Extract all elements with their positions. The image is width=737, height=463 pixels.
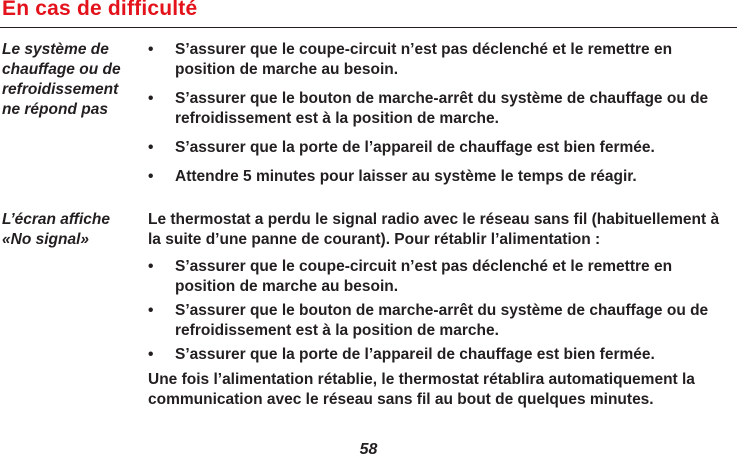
list-item: [148, 40, 736, 80]
bullet-text: S’assurer que le bouton de marche-arrêt du système de chauffage ou de refroidissement est à la position de marche.: [175, 302, 709, 339]
bullet-marker: •: [148, 346, 154, 363]
section-2-outro: Une fois l’alimentation rétablie, le thermostat rétablira automatiquement la communication avec le réseau sans fil au bout de quelques minutes.: [148, 371, 695, 408]
list-item: [148, 167, 736, 187]
bullet-text: S’assurer que le coupe-circuit n’est pas déclenché et le remettre en position de marche au besoin.: [175, 41, 673, 78]
bullet-marker: •: [148, 258, 154, 275]
section-1-label-line: ne répond pas: [2, 101, 108, 118]
title-divider: [0, 27, 737, 28]
section-2-label: [2, 210, 142, 250]
list-item: [148, 301, 736, 341]
section-1-label-line: refroidissement: [2, 81, 119, 98]
list-item: [148, 345, 736, 365]
section-1-label-line: Le système de: [2, 41, 109, 58]
bullet-text: S’assurer que le coupe-circuit n’est pas déclenché et le remettre en position de marche au besoin.: [175, 258, 673, 295]
section-2-label-line: «No signal»: [2, 231, 89, 248]
section-2-intro: Le thermostat a perdu le signal radio avec le réseau sans fil (habituellement à la suite d’une panne de courant). Pour rétablir l’alimentation :: [148, 211, 720, 248]
page-number: 58: [359, 441, 378, 458]
bullet-marker: •: [148, 139, 154, 156]
bullet-text: S’assurer que le bouton de marche-arrêt du système de chauffage ou de refroidissement est à la position de marche.: [175, 90, 709, 127]
bullet-marker: •: [148, 302, 154, 319]
section-1-label-line: chauffage ou de: [2, 61, 121, 78]
bullet-text: S’assurer que la porte de l’appareil de chauffage est bien fermée.: [175, 346, 655, 363]
page-title: En cas de difficulté: [2, 0, 198, 20]
section-2-bullet-list: [148, 257, 736, 365]
bullet-marker: •: [148, 168, 154, 185]
bullet-marker: •: [148, 90, 154, 107]
list-item: [148, 257, 736, 297]
section-2-label-line: L’écran affiche: [2, 211, 110, 228]
section-2-content: [148, 210, 736, 410]
section-1-label: [2, 40, 142, 120]
bullet-text: Attendre 5 minutes pour laisser au système le temps de réagir.: [175, 168, 637, 185]
bullet-marker: •: [148, 41, 154, 58]
list-item: [148, 138, 736, 158]
list-item: [148, 89, 736, 129]
bullet-text: S’assurer que la porte de l’appareil de chauffage est bien fermée.: [175, 139, 655, 156]
section-1-bullet-list: [148, 40, 736, 187]
section-1-content: [148, 40, 736, 196]
